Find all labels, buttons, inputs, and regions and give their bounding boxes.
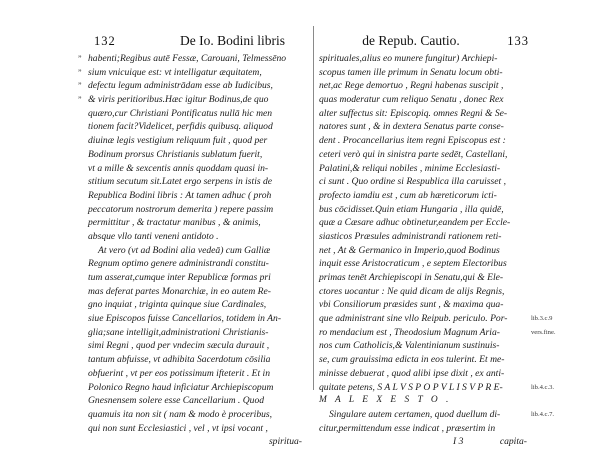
left-page xyxy=(78,33,304,449)
quotation-mark-icon: ” xyxy=(78,54,82,63)
line-text: siue Episcopos fuisse Cancellarios, totidem in An- xyxy=(88,313,282,325)
text-line xyxy=(88,148,304,162)
text-line xyxy=(319,367,529,381)
line-text: tionem facit?Videlicet, perfidis quibusq. aliquod xyxy=(88,121,273,133)
line-text: quitate petens, S A L V S P O P V L I S V P R E- xyxy=(319,381,503,393)
line-text: quæ a Cæsare adhuc obtinetur,eandem per Eccle- xyxy=(319,217,511,229)
line-text: Regnum optimo genere administrandi constitu- xyxy=(88,258,269,270)
line-text: stitium secutum sit.Latet ergo serpens in istis de xyxy=(88,176,273,188)
line-text: Palatini,& reliqui nobiles , minime Ecclesiasti- xyxy=(319,162,501,174)
line-text: At vero (vt ad Bodini alia vedeā) cum Galliæ xyxy=(98,244,271,256)
line-text: defectu legum administrādam esse ab Iudicibus, xyxy=(88,80,273,92)
text-line xyxy=(88,271,304,285)
text-line xyxy=(319,93,529,107)
line-text: absque vllo tanti veneni antidoto . xyxy=(88,230,219,242)
text-line xyxy=(88,162,304,176)
left-page-header xyxy=(88,33,304,49)
line-text: Republica Bodini libris : At tamen adhuc ( proh xyxy=(88,189,272,201)
line-text: se, cum grauissima edicta in eos tulerint. Et me- xyxy=(319,354,505,366)
text-line xyxy=(319,148,529,162)
text-line xyxy=(88,203,304,217)
quotation-mark-icon: ” xyxy=(78,95,82,105)
text-line xyxy=(319,312,553,326)
text-line xyxy=(319,134,529,148)
line-text: Polonico Regno haud inficiatur Archiepiscopum xyxy=(88,381,274,393)
text-line xyxy=(319,162,529,176)
text-line xyxy=(319,271,529,285)
text-line xyxy=(88,120,304,134)
line-text: inquit esse Aristocraticum , e septem Electoribus xyxy=(319,258,507,270)
line-text: ceteri verò qui in sinistra parte sedēt, Castellani, xyxy=(319,148,508,160)
marginal-note: lib.4.c.7. xyxy=(531,410,555,418)
line-text: gno inquiat , triginta quinque siue Cardinales, xyxy=(88,299,267,311)
text-line xyxy=(319,216,529,230)
text-line xyxy=(78,52,304,66)
line-text: citur,permittendum esse indicat , præsertim in xyxy=(319,422,496,434)
line-text: mas deferat partes Monarchiæ, in eo autem Re- xyxy=(88,285,271,297)
text-line xyxy=(88,298,304,312)
line-text: quæro,cur Christiani Pontificatus nullā hic men xyxy=(88,107,273,119)
line-text: Bodinum prorsus Christianis sublatum fuerit, xyxy=(88,148,263,160)
text-line xyxy=(88,107,304,121)
footer-line xyxy=(88,435,304,449)
line-text: habenti;Regibus autē Fessæ, Carouani, Telmessēno xyxy=(88,53,287,64)
text-line xyxy=(319,175,529,189)
text-line xyxy=(88,394,304,408)
text-line xyxy=(319,422,529,436)
running-title: de Repub. Cautio. xyxy=(362,33,460,48)
footer-line xyxy=(319,435,529,449)
line-text: minisse debuerat , quod alibi ipse dixit , ex anti- xyxy=(319,367,505,379)
line-text: siasticos Præsules administrandi rationem reti- xyxy=(319,230,502,242)
text-line xyxy=(319,79,529,93)
line-text: vbi Consiliorum præsides sunt , & maxima qua- xyxy=(319,299,504,311)
catchword: spiritua- xyxy=(268,436,302,448)
text-line xyxy=(319,298,529,312)
right-page-header xyxy=(319,33,529,49)
line-text: tum asserat,cumque inter Republicæ formas pri xyxy=(88,272,271,283)
text-line xyxy=(319,66,529,80)
text-line xyxy=(78,79,304,93)
line-text: ci sunt . Quo ordine si Respublica illa caruisset , xyxy=(319,176,506,188)
line-text: Gnesnensem solere esse Cancellarium . Quod xyxy=(88,395,265,407)
text-line xyxy=(78,93,304,107)
text-line xyxy=(319,257,529,271)
marginal-note: lib.4.c.3. xyxy=(531,383,555,391)
line-text: profecto iamdiu est , cum ab hæreticorum icti- xyxy=(319,189,497,201)
line-text: Singulare autem certamen, quod duellum di- xyxy=(329,408,501,420)
quotation-mark-icon: ” xyxy=(78,67,82,77)
catchword: capita- xyxy=(499,436,527,448)
text-line xyxy=(88,353,304,367)
text-line xyxy=(88,244,304,258)
signature-mark: I 3 xyxy=(453,436,464,448)
text-line xyxy=(88,367,304,381)
line-text: obfuerint , vt per eos potissimum ifteterit . Et in xyxy=(88,367,271,379)
text-line xyxy=(319,353,529,367)
line-text: peccatorum nostrorum demerita ) repere passim xyxy=(88,203,274,215)
text-line xyxy=(319,120,529,134)
text-line xyxy=(88,189,304,203)
line-text: tantum abfuisse, vt adhibita Sacerdotum cōsilia xyxy=(88,354,271,366)
line-text: alter suffectus sit: Episcopiq. omnes Regni & Se- xyxy=(319,107,508,119)
text-line xyxy=(88,422,304,436)
text-line xyxy=(88,230,304,244)
line-text: diuinæ legis vestigium reliquum fuit , quod per xyxy=(88,135,268,147)
right-page-text xyxy=(319,52,556,449)
line-text: natores sunt , & in dextera Senatus parte conse- xyxy=(319,121,504,133)
left-page-text xyxy=(78,52,304,449)
text-line xyxy=(88,381,304,395)
line-text: net,ac Rege demortuo , Regni habenas suscipit , xyxy=(319,80,504,92)
text-line xyxy=(78,66,304,80)
gutter-divider xyxy=(313,26,314,390)
line-text: & viris peritioribus.Hæc igitur Bodinus,de quo xyxy=(88,94,269,106)
text-line xyxy=(319,394,529,408)
text-line xyxy=(319,107,529,121)
line-text: simi Regni , quod per vndecim sæcula durauit , xyxy=(88,340,270,352)
line-text: bus cōcidisset.Quin etiam Hungaria , illa quidē, xyxy=(319,203,504,215)
text-line xyxy=(319,230,529,244)
text-line xyxy=(319,285,529,299)
text-line xyxy=(88,339,304,353)
line-text: ctores uocantur : Ne quid dicam de alijs Regnis, xyxy=(319,285,505,297)
running-title: De Io. Bodini libris xyxy=(180,33,285,48)
text-line xyxy=(88,134,304,148)
line-text: que administrant sine vllo Reipub. periculo. Por- xyxy=(319,313,508,325)
text-line xyxy=(88,312,304,326)
line-text: ro mendacium est , Theodosium Magnum Aria- xyxy=(319,326,500,338)
line-text: nos cum Catholicis,& Valentinianum sustinuis- xyxy=(319,340,500,352)
line-text: quas moderatur cum reliquo Senatu , donec Rex xyxy=(319,94,504,106)
text-line xyxy=(319,381,555,395)
line-text: permittitur , & tractatur manibus , & animis, xyxy=(88,217,261,229)
line-text: net , At & Germanico in Imperio,quod Bodinus xyxy=(319,244,500,256)
page-number: 133 xyxy=(507,34,529,48)
text-line xyxy=(319,203,529,217)
text-line xyxy=(88,285,304,299)
line-text: M A L E X E S T O . xyxy=(319,395,452,406)
text-line xyxy=(88,216,304,230)
marginal-note: vers.fine. xyxy=(531,328,556,336)
text-line xyxy=(88,326,304,340)
marginal-note: lib.3.c.9 xyxy=(531,315,553,323)
text-line xyxy=(319,189,529,203)
line-text: scopus tamen ille primum in Senatu locum obti- xyxy=(319,66,503,78)
line-text: quamuis ita non sit ( nam & modo è proceribus, xyxy=(88,408,273,420)
line-text: sium vnicuique est: vt intelligatur æquitatem, xyxy=(88,66,262,78)
line-text: dent . Procancellarius item regni Episcopus est : xyxy=(319,135,506,147)
text-line xyxy=(88,257,304,271)
text-line xyxy=(319,408,555,422)
right-page xyxy=(319,33,556,449)
text-line xyxy=(319,339,529,353)
text-line xyxy=(319,52,529,66)
quotation-mark-icon: ” xyxy=(78,81,82,91)
line-text: primas tenēt Archiepiscopi in Senatu,qui & Ele- xyxy=(319,272,504,283)
text-line xyxy=(88,175,304,189)
text-line xyxy=(319,326,556,340)
line-text: glia;sane intelligit,administrationi Christianis- xyxy=(88,326,269,338)
page-number: 132 xyxy=(94,34,116,48)
line-text: vt a mille & sexcentis annis quoddam quasi in- xyxy=(88,162,269,174)
line-text: spirituales,alius eo munere fungitur) Archiepi- xyxy=(319,53,498,64)
line-text: qui non sunt Ecclesiastici , vel , vt ipsi vocant , xyxy=(88,422,268,434)
text-line xyxy=(88,408,304,422)
text-line xyxy=(319,244,529,258)
